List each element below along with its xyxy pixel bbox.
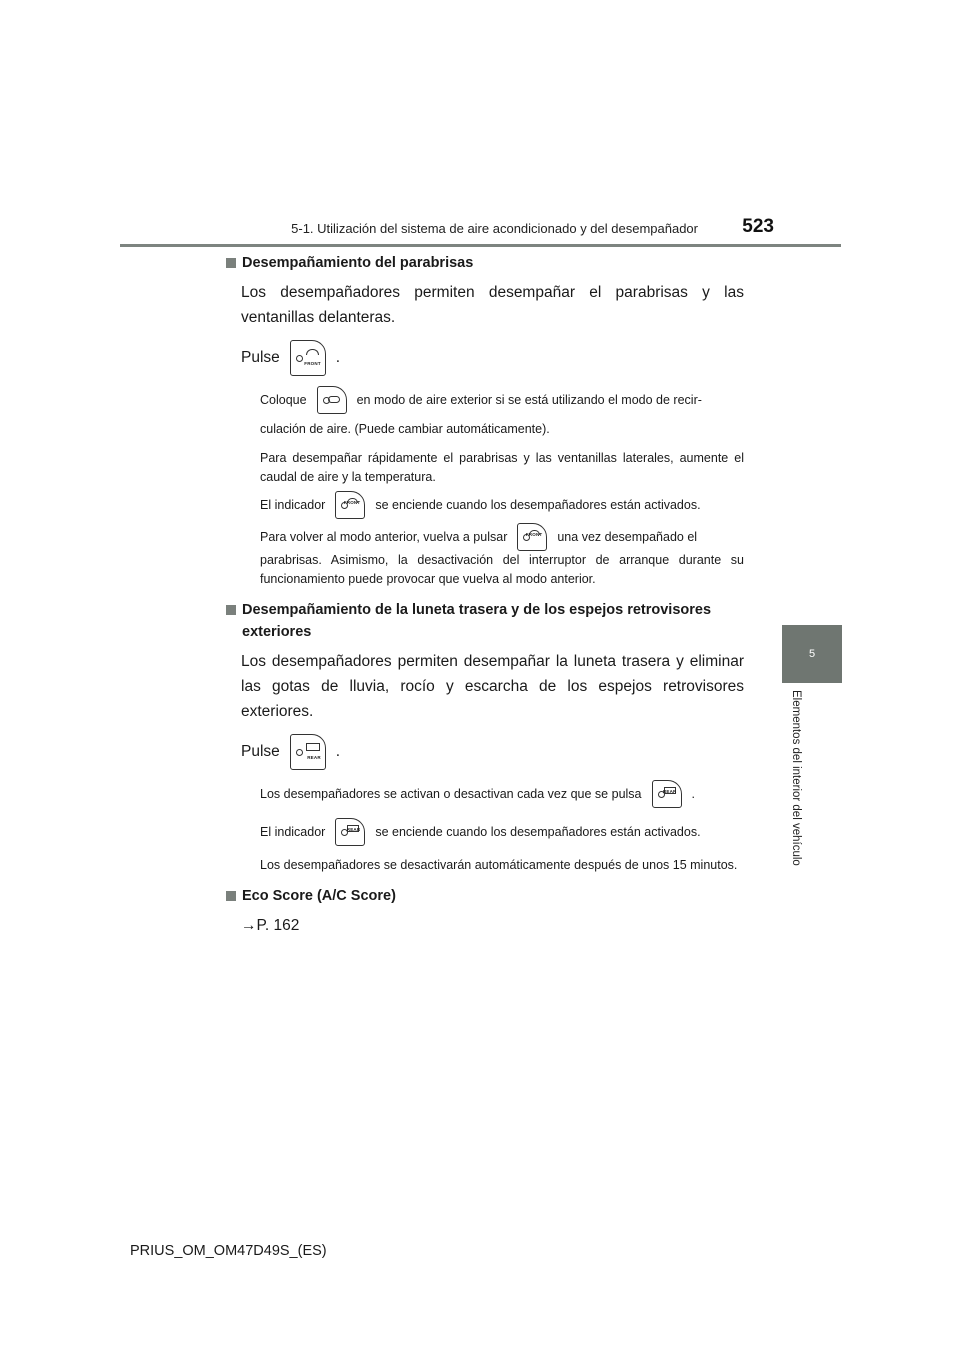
outside-air-mode-button[interactable]	[317, 386, 347, 414]
windshield-note-return: Para volver al modo anterior, vuelva a pulsar FRONT una vez desempañado el parabrisas. Asimismo, la desactivación del interruptor de arranque durante su funcionamiento puede provocar que vuelva al modo anterior.	[226, 523, 744, 589]
section-heading-eco: Eco Score (A/C Score)	[226, 885, 744, 907]
windshield-defogger-icon	[306, 349, 319, 355]
windshield-defogger-button[interactable]: FRONT	[335, 491, 365, 519]
indicator-light-icon	[296, 749, 303, 756]
eco-page-reference[interactable]: →P. 162	[241, 917, 300, 934]
rear-defogger-icon	[306, 743, 320, 751]
indicator-light-icon	[296, 355, 303, 362]
rear-defogger-button[interactable]: REAR	[290, 734, 326, 770]
page-content	[226, 252, 744, 946]
rear-note-indicator: El indicador REAR se enciende cuando los desempañadores están activados.	[226, 818, 744, 846]
rear-press-instruction: Pulse REAR .	[226, 732, 744, 772]
chapter-title: Elementos del interior del vehículo	[790, 690, 802, 866]
square-bullet-icon	[226, 605, 236, 615]
header-section-title: 5-1. Utilización del sistema de aire acondicionado y del desempañador	[291, 221, 698, 236]
windshield-note-indicator: El indicador FRONT se enciende cuando los desempañadores están activados.	[226, 491, 744, 519]
windshield-press-instruction: Pulse FRONT .	[226, 338, 744, 378]
page-number: 523	[742, 216, 774, 237]
header-rule	[120, 244, 841, 247]
windshield-defogger-button[interactable]: FRONT	[290, 340, 326, 376]
footer-doc-code: PRIUS_OM_OM47D49S_(ES)	[130, 1243, 327, 1259]
section-heading-rear: Desempañamiento de la luneta trasera y de los espejos retrovisores exteriores	[226, 599, 744, 643]
square-bullet-icon	[226, 891, 236, 901]
windshield-note-quick: Para desempañar rápidamente el parabrisas y las ventanillas laterales, aumente el caudal de aire y la temperatura.	[260, 451, 744, 484]
section-heading-windshield: Desempañamiento del parabrisas	[226, 252, 744, 274]
chapter-tab[interactable]	[782, 625, 842, 683]
rear-intro: Los desempañadores permiten desempañar la luneta trasera y eliminar las gotas de lluvia, rocío y escarcha de los espejos retrovisores exteriores.	[241, 653, 744, 720]
rear-defogger-button[interactable]: REAR	[652, 780, 682, 808]
windshield-defogger-button[interactable]: FRONT	[517, 523, 547, 551]
square-bullet-icon	[226, 258, 236, 268]
windshield-note-outside-air: Coloque en modo de aire exterior si se está utilizando el modo de recir- culación de aire. (Puede cambiar automáticamente).	[226, 386, 744, 439]
rear-note-toggle: Los desempañadores se activan o desactivan cada vez que se pulsa REAR .	[226, 780, 744, 808]
rear-note-auto-off: Los desempañadores se desactivarán automáticamente después de unos 15 minutos.	[260, 858, 738, 872]
rear-defogger-button[interactable]: REAR	[335, 818, 365, 846]
chapter-number: 5	[808, 648, 816, 660]
outside-air-mode-icon	[328, 396, 340, 403]
windshield-intro: Los desempañadores permiten desempañar el parabrisas y las ventanillas delanteras.	[241, 284, 744, 326]
